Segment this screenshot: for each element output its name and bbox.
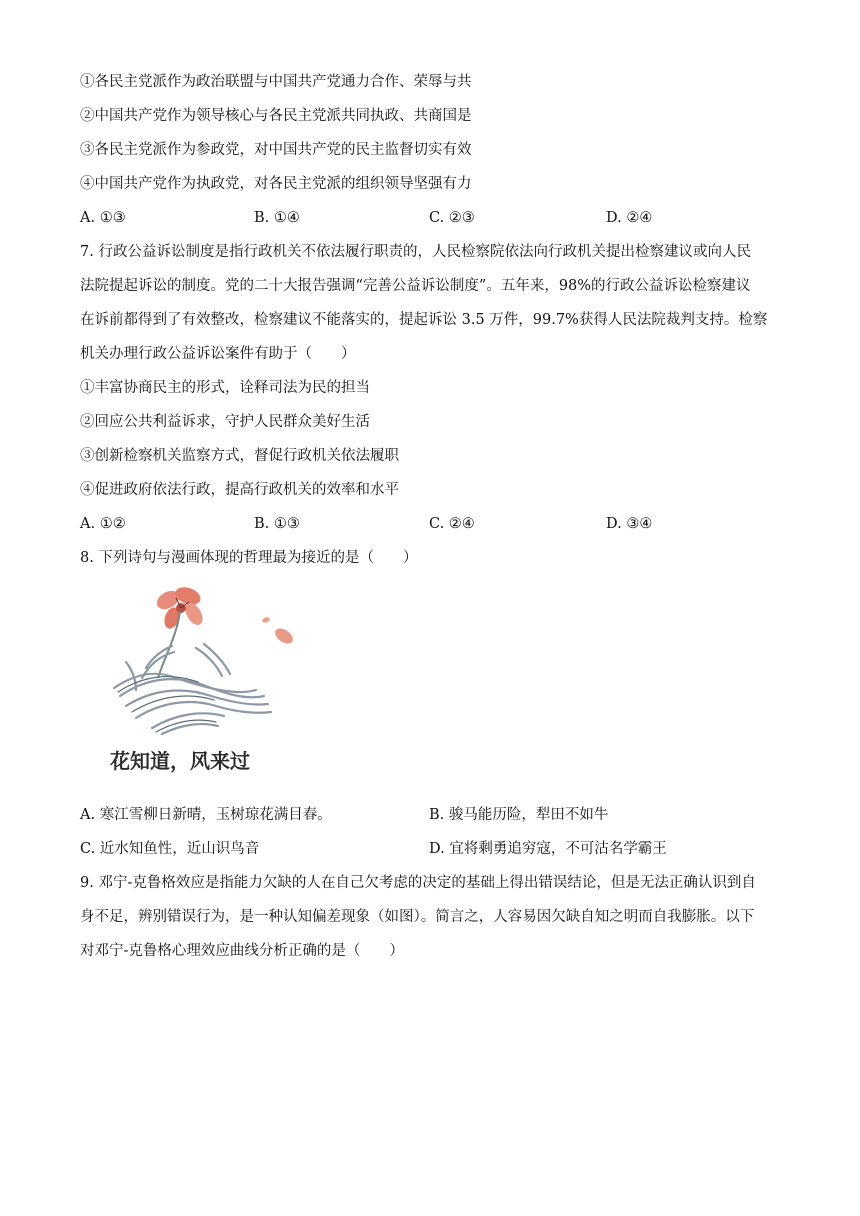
q6-statement-4: ④中国共产党作为执政党，对各民主党派的组织领导坚强有力 — [80, 176, 472, 192]
q7-option-d[interactable]: D. ③④ — [606, 516, 653, 532]
q7-statement-1: ①丰富协商民主的形式，诠释司法为民的担当 — [80, 380, 370, 396]
q7-stem-line-2: 法院提起诉讼的制度。党的二十大报告强调“完善公益诉讼制度”。五年来，98%的行政公益诉讼检察建议 — [80, 278, 751, 294]
q6-statement-1: ①各民主党派作为政治联盟与中国共产党通力合作、荣辱与共 — [80, 74, 472, 90]
q6-option-b[interactable]: B. ①④ — [254, 210, 300, 226]
q7-stem-line-1: 7. 行政公益诉讼制度是指行政机关不依法履行职责的，人民检察院依法向行政机关提出检察建议或向人民 — [80, 244, 751, 260]
flower-wind-illustration — [106, 578, 316, 778]
q6-option-d[interactable]: D. ②④ — [606, 210, 653, 226]
q8-option-c[interactable]: C. 近水知鱼性，近山识鸟音 — [80, 841, 260, 857]
q9-stem-line-2: 身不足，辨别错误行为，是一种认知偏差现象（如图）。简言之，人容易因欠缺自知之明而自我膨胀。以下 — [80, 909, 755, 925]
q8-option-d[interactable]: D. 宜将剩勇追穷寇，不可沽名学霸王 — [429, 841, 667, 857]
q6-statement-2: ②中国共产党作为领导核心与各民主党派共同执政、共商国是 — [80, 108, 472, 124]
q7-statement-4: ④促进政府依法行政，提高行政机关的效率和水平 — [80, 482, 399, 498]
q7-option-c[interactable]: C. ②④ — [429, 516, 475, 532]
q6-option-a[interactable]: A. ①③ — [80, 210, 126, 226]
q9-stem-line-1: 9. 邓宁-克鲁格效应是指能力欠缺的人在自己欠考虑的决定的基础上得出错误结论，但是无法正确认识到自 — [80, 875, 756, 891]
flower-icon — [154, 584, 206, 631]
q8-option-a[interactable]: A. 寒江雪柳日新晴，玉树琼花满目春。 — [80, 807, 332, 823]
comic-caption: 花知道，风来过 — [110, 749, 250, 773]
q9-stem-line-3: 对邓宁-克鲁格心理效应曲线分析正确的是（ ） — [80, 943, 404, 959]
q7-statement-3: ③创新检察机关监察方式，督促行政机关依法履职 — [80, 448, 399, 464]
q7-stem-line-3: 在诉前都得到了有效整改，检察建议不能落实的，提起诉讼 3.5 万件，99.7%获得人民法院裁判支持。检察 — [80, 312, 768, 328]
petal-icon — [272, 625, 295, 646]
q7-option-b[interactable]: B. ①③ — [254, 516, 300, 532]
q6-option-c[interactable]: C. ②③ — [429, 210, 475, 226]
q8-stem: 8. 下列诗句与漫画体现的哲理最为接近的是（ ） — [80, 550, 418, 566]
q6-statement-3: ③各民主党派作为参政党，对中国共产党的民主监督切实有效 — [80, 142, 472, 158]
petal-icon — [261, 616, 270, 623]
q7-option-a[interactable]: A. ①② — [80, 516, 126, 532]
q7-statement-2: ②回应公共利益诉求，守护人民群众美好生活 — [80, 414, 370, 430]
q8-comic-image — [106, 578, 316, 778]
q7-stem-line-4: 机关办理行政公益诉讼案件有助于（ ） — [80, 346, 356, 362]
q8-option-b[interactable]: B. 骏马能历险，犁田不如牛 — [429, 807, 609, 823]
